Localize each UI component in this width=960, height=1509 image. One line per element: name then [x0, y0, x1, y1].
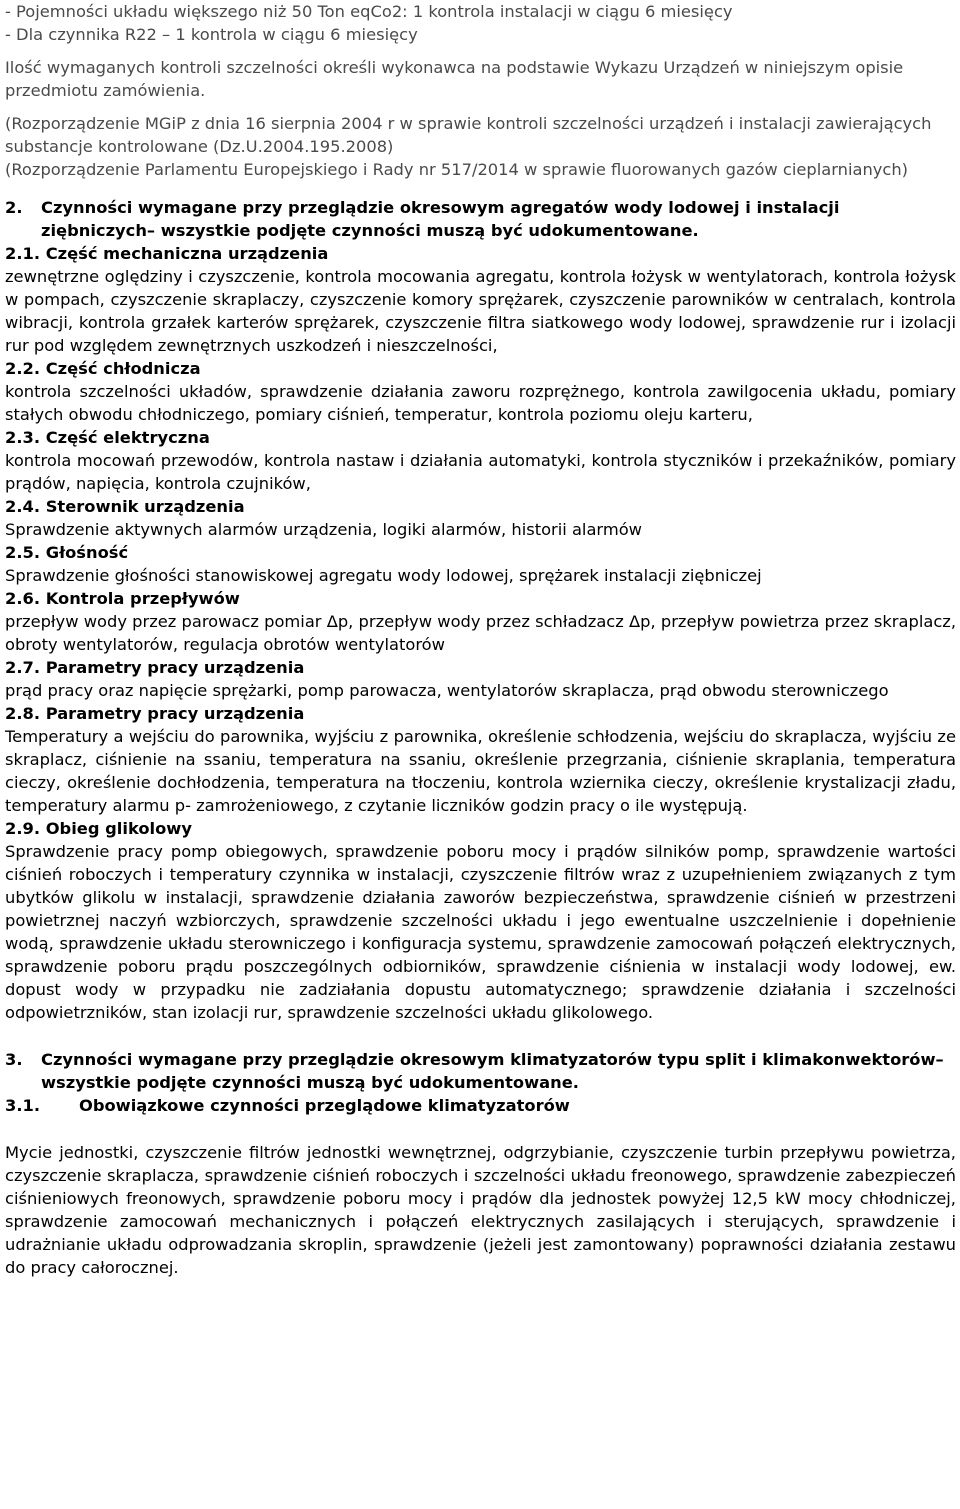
subsection-number: 2.1.	[5, 244, 41, 263]
section-3-number: 3.	[5, 1050, 23, 1069]
intro-bullet-1: - Pojemności układu większego niż 50 Ton eqCo2: 1 kontrola instalacji w ciągu 6 miesięcy	[5, 2, 733, 21]
subsection-2-1	[5, 242, 956, 357]
subsection-title: Część elektryczna	[45, 428, 210, 447]
regulation-reference-2: (Rozporządzenie Parlamentu Europejskiego i Rady nr 517/2014 w sprawie fluorowanych gazów cieplarnianych)	[5, 160, 909, 179]
subsection-2-3	[5, 426, 956, 495]
subsection-title: Kontrola przepływów	[45, 589, 240, 608]
intro-block	[5, 0, 956, 181]
subsection-number: 2.4.	[5, 497, 41, 516]
subsection-body: kontrola szczelności układów, sprawdzenie działania zaworu rozprężnego, kontrola zawilgocenia układu, pomiary stałych obwodu chłodniczego, pomiary ciśnień, temperatur, kontrola poziomu oleju karteru,	[5, 382, 956, 424]
subsection-body: prąd pracy oraz napięcie sprężarki, pomp parowacza, wentylatorów skraplacza, prąd obwodu sterowniczego	[5, 681, 889, 700]
intro-bullet-2: - Dla czynnika R22 – 1 kontrola w ciągu 6 miesięcy	[5, 25, 418, 44]
regulation-reference-1: (Rozporządzenie MGiP z dnia 16 sierpnia 2004 r w sprawie kontroli szczelności urządzeń i instalacji zawierających substancje kontrolowane (Dz.U.2004.195.2008)	[5, 114, 932, 156]
subsection-number: 2.2.	[5, 359, 41, 378]
section-3-heading	[5, 1048, 956, 1094]
section-2-heading	[5, 196, 956, 242]
subsection-number: 2.8.	[5, 704, 41, 723]
subsection-body: Sprawdzenie pracy pomp obiegowych, sprawdzenie poboru mocy i prądów silników pomp, sprawdzenie wartości ciśnień roboczych i temperatury czynnika w instalacji, czyszczenie filtrów wraz z uzupełnieniem związanych z tym ubytków glikolu w instalacji, sprawdzenie działania zaworów bezpieczeństwa, sprawdzenie ciśnień w przestrzeni powietrznej naczyń wzbiorczych, sprawdzenie szczelności układu i jego ewentualne uszczelnienie i dopełnienie wodą, sprawdzenie układu sterowniczego i konfiguracja systemu, sprawdzenie zamocowań połączeń elektrycznych, sprawdzenie poboru prądu poszczególnych odbiorników, sprawdzenie ciśnienia w instalacji wody lodowej, ew. dopust wody w przypadku nie zadziałania dopustu automatycznego; sprawdzenie działania i szczelności odpowietrzników, stan izolacji rur, sprawdzenie szczelności układu glikolowego.	[5, 842, 956, 1022]
subsection-2-7	[5, 656, 956, 702]
subsection-3-1-heading	[5, 1094, 956, 1117]
subsection-number: 2.7.	[5, 658, 41, 677]
subsection-number: 2.5.	[5, 543, 41, 562]
subsection-body: zewnętrzne oględziny i czyszczenie, kontrola mocowania agregatu, kontrola łożysk w wentylatorach, kontrola łożysk w pompach, czyszczenie skraplaczy, czyszczenie komory sprężarek, czyszczenie parowników w centralach, kontrola wibracji, kontrola grzałek karterów sprężarek, czyszczenie filtra siatkowego wody lodowej, sprawdzenie rur i izolacji rur pod względem zewnętrznych uszkodzeń i nieszczelności,	[5, 267, 956, 355]
subsection-body: Temperatury a wejściu do parownika, wyjściu z parownika, określenie schłodzenia, wejściu do skraplacza, wyjściu ze skraplacz, ciśnienie na ssaniu, temperatura na ssaniu, określenie przegrzania, ciśnienie skraplania, temperatura cieczy, określenie dochłodzenia, temperatura na tłoczeniu, kontrola wziernika cieczy, określenie krystalizacji zładu, temperatury alarmu p- zamrożeniowego, z czytanie liczników godzin pracy o ile występują.	[5, 727, 956, 815]
subsection-number: 2.3.	[5, 428, 41, 447]
subsection-3-1-title: Obowiązkowe czynności przeglądowe klimatyzatorów	[79, 1096, 570, 1115]
subsection-title: Parametry pracy urządzenia	[45, 704, 305, 723]
subsection-title: Sterownik urządzenia	[45, 497, 245, 516]
subsection-2-2	[5, 357, 956, 426]
subsection-2-9	[5, 817, 956, 1024]
subsection-body: Sprawdzenie głośności stanowiskowej agregatu wody lodowej, sprężarek instalacji ziębniczej	[5, 566, 762, 585]
subsection-title: Część chłodnicza	[45, 359, 201, 378]
subsection-number: 2.6.	[5, 589, 41, 608]
subsection-body: przepływ wody przez parowacz pomiar Δp, przepływ wody przez schładzacz Δp, przepływ powietrza przez skraplacz, obroty wentylatorów, regulacja obrotów wentylatorów	[5, 612, 956, 654]
section-3-title: Czynności wymagane przy przeglądzie okresowym klimatyzatorów typu split i klimakonwektorów– wszystkie podjęte czynności muszą być udokumentowane.	[41, 1050, 944, 1092]
subsection-title: Głośność	[45, 543, 129, 562]
subsection-title: Obieg glikolowy	[45, 819, 192, 838]
subsection-number: 2.9.	[5, 819, 41, 838]
section-2-subsections	[5, 242, 956, 1024]
subsection-2-5	[5, 541, 956, 587]
subsection-body: kontrola mocowań przewodów, kontrola nastaw i działania automatyki, kontrola styczników i przekaźników, pomiary prądów, napięcia, kontrola czujników,	[5, 451, 956, 493]
subsection-title: Parametry pracy urządzenia	[45, 658, 305, 677]
subsection-body: Sprawdzenie aktywnych alarmów urządzenia, logiki alarmów, historii alarmów	[5, 520, 642, 539]
section-3-body: Mycie jednostki, czyszczenie filtrów jednostki wewnętrznej, odgrzybianie, czyszczenie turbin przepływu powietrza, czyszczenie skraplacza, sprawdzenie ciśnień roboczych i szczelności układu freonowego, sprawdzenie zabezpieczeń ciśnieniowych freonowych, sprawdzenie poboru mocy i prądów dla jednostek powyżej 12,5 kW mocy chłodniczej, sprawdzenie zamocowań mechanicznych i połączeń elektrycznych zasilających i sterujących, sprawdzenie i udrażnianie układu odprowadzania skroplin, sprawdzenie (jeżeli jest zamontowany) poprawności działania zestawu do pracy całorocznej.	[5, 1143, 956, 1277]
section-2-title: Czynności wymagane przy przeglądzie okresowym agregatów wody lodowej i instalacji ziębniczych– wszystkie podjęte czynności muszą być udokumentowane.	[41, 198, 840, 240]
section-2-number: 2.	[5, 198, 23, 217]
subsection-2-4	[5, 495, 956, 541]
intro-paragraph: Ilość wymaganych kontroli szczelności określi wykonawca na podstawie Wykazu Urządzeń w niniejszym opisie przedmiotu zamówienia.	[5, 58, 904, 100]
subsection-3-1-number: 3.1.	[5, 1096, 41, 1115]
subsection-title: Część mechaniczna urządzenia	[45, 244, 329, 263]
subsection-2-8	[5, 702, 956, 817]
subsection-2-6	[5, 587, 956, 656]
